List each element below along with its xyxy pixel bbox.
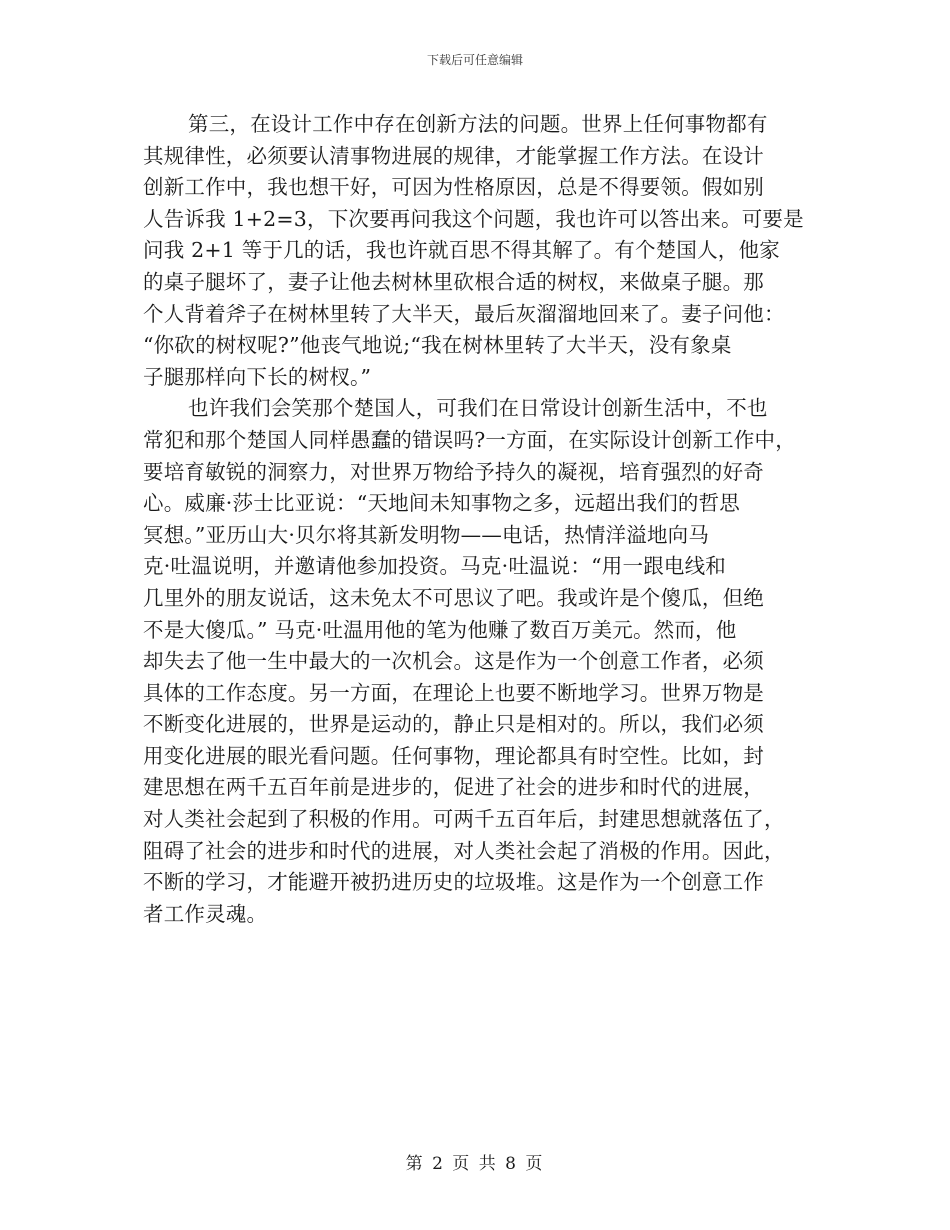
text-line: 冥想。”亚历山大·贝尔将其新发明物——电话，热情洋溢地向马 — [143, 522, 710, 547]
text-line: 用变化进展的眼光看问题。任何事物，理论都具有时空性。比如，封 — [143, 743, 764, 768]
text-line: 要培育敏锐的洞察力，对世界万物给予持久的凝视，培育强烈的好奇 — [143, 459, 764, 484]
text-line: 不是大傻瓜。” 马克·吐温用他的笔为他赚了数百万美元。然而，他 — [143, 617, 737, 642]
text-line: 几里外的朋友说话，这未免太不可思议了吧。我或许是个傻瓜，但绝 — [143, 585, 764, 610]
text-line: 也许我们会笑那个楚国人，可我们在日常设计创新生活中，不也 — [188, 396, 768, 421]
text-line: 人告诉我 1+2=3，下次要再问我这个问题，我也许可以答出来。可要是 — [143, 206, 804, 231]
text-line: 者工作灵魂。 — [143, 901, 268, 926]
text-line: 具体的工作态度。另一方面，在理论上也要不断地学习。世界万物是 — [143, 680, 764, 705]
text-line: “你砍的树杈呢?”他丧气地说;“我在树林里转了大半天，没有象桌 — [143, 333, 732, 358]
text-line: 个人背着斧子在树林里转了大半天，最后灰溜溜地回来了。妻子问他： — [143, 301, 785, 326]
text-line: 建思想在两千五百年前是进步的，促进了社会的进步和时代的进展， — [143, 775, 764, 800]
text-line: 却失去了他一生中最大的一次机会。这是作为一个创意工作者，必须 — [143, 649, 764, 674]
text-line: 的桌子腿坏了，妻子让他去树林里砍根合适的树杈，来做桌子腿。那 — [143, 269, 764, 294]
text-line: 不断的学习，才能避开被扔进历史的垃圾堆。这是作为一个创意工作 — [143, 870, 764, 895]
text-line: 创新工作中，我也想干好，可因为性格原因，总是不得要领。假如别 — [143, 175, 764, 200]
text-line: 常犯和那个楚国人同样愚蠢的错误吗?一方面，在实际设计创新工作中， — [143, 427, 796, 452]
text-line: 对人类社会起到了积极的作用。可两千五百年后，封建思想就落伍了， — [143, 807, 785, 832]
page-header: 下载后可任意编辑 — [426, 53, 523, 67]
text-line: 子腿那样向下长的树杈。” — [143, 364, 372, 389]
text-line: 第三，在设计工作中存在创新方法的问题。世界上任何事物都有 — [188, 112, 768, 136]
text-line: 阻碍了社会的进步和时代的进展，对人类社会起了消极的作用。因此， — [143, 838, 785, 863]
document-body — [143, 109, 808, 930]
text-line: 问我 2+1 等于几的话，我也许就百思不得其解了。有个楚国人，他家 — [143, 238, 780, 263]
text-line: 克·吐温说明，并邀请他参加投资。马克·吐温说：“用一跟电线和 — [143, 554, 727, 579]
text-line: 其规律性，必须要认清事物进展的规律，才能掌握工作方法。在设计 — [143, 143, 764, 168]
text-line: 不断变化进展的，世界是运动的，静止只是相对的。所以，我们必须 — [143, 712, 764, 737]
text-line: 心。威廉·莎士比亚说：“天地间未知事物之多，远超出我们的哲思 — [143, 491, 740, 516]
page-number: 第 2 页 共 8 页 — [405, 1154, 545, 1174]
